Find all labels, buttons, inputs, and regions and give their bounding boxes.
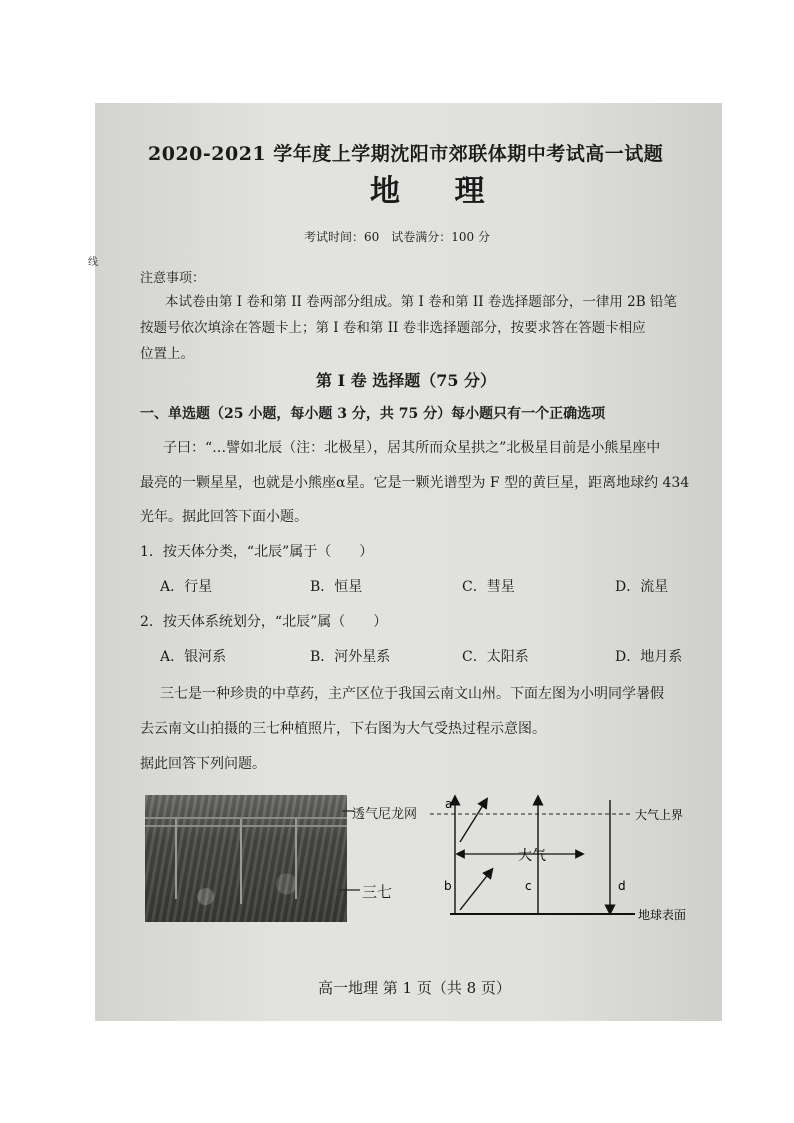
option-b: B．河外星系 — [310, 649, 391, 665]
notes-line: 按题号依次填涂在答题卡上；第 I 卷和第 II 卷非选择题部分，按要求答在答题卡相应 — [140, 320, 646, 336]
notes-line: 本试卷由第 I 卷和第 II 卷两部分组成。第 I 卷和第 II 卷选择题部分，一律用 2B 铅笔 — [165, 294, 677, 310]
support-post — [240, 819, 242, 904]
sanqi-photo — [145, 795, 347, 922]
support-post — [175, 819, 177, 899]
subject-title: 地 理 — [370, 174, 507, 209]
part-title: 第 I 卷 选择题（75 分） — [316, 371, 497, 390]
question-stem: 1．按天体分类，“北辰”属于（ ） — [140, 544, 374, 560]
passage-line: 光年。据此回答下面小题。 — [140, 509, 308, 525]
passage-line: 三七是一种珍贵的中草药，主产区位于我国云南文山州。下面左图为小明同学暑假 — [160, 686, 664, 702]
label-ground-surface: 地球表面 — [638, 908, 687, 922]
passage-line: 最亮的一颗星星，也就是小熊座α星。它是一颗光谱型为 F 型的黄巨星，距离地球约 434 — [140, 475, 690, 491]
letter-c: c — [525, 879, 532, 893]
question-stem: 2．按天体系统划分，“北辰”属（ ） — [140, 614, 388, 630]
notes-line: 位置上。 — [140, 346, 194, 362]
label-sanqi: 三七 — [362, 883, 393, 901]
arrow-b-line — [460, 872, 490, 910]
option-a: A．银河系 — [160, 649, 227, 665]
page-footer: 高一地理 第 1 页（共 8 页） — [318, 979, 511, 997]
passage-line: 去云南文山拍摄的三七种植照片，下右图为大气受热过程示意图。 — [140, 721, 546, 737]
passage-line: 据此回答下列问题。 — [140, 756, 266, 772]
label-nylon-net: 透气尼龙网 — [352, 807, 418, 822]
letter-b: b — [444, 879, 452, 893]
support-post — [295, 819, 297, 899]
atmosphere-heating-diagram — [430, 792, 710, 930]
option-d: D．流星 — [615, 579, 669, 595]
letter-a: a — [445, 797, 453, 811]
option-d: D．地月系 — [615, 649, 683, 665]
arrow-reflect-line — [460, 802, 485, 842]
option-c: C．彗星 — [462, 579, 515, 595]
exam-title: 2020-2021 学年度上学期沈阳市郊联体期中考试高一试题 — [148, 143, 664, 165]
notes-heading: 注意事项： — [140, 271, 206, 286]
label-atmosphere: 大气 — [518, 848, 546, 864]
letter-d: d — [618, 879, 626, 893]
option-a: A．行星 — [160, 579, 213, 595]
option-c: C．太阳系 — [462, 649, 529, 665]
label-top-of-atmosphere: 大气上界 — [635, 808, 684, 822]
passage-line: 子曰：“…譬如北辰（注：北极星），居其所而众星拱之”北极星目前是小熊星座中 — [163, 440, 661, 456]
section-heading: 一、单选题（25 小题，每小题 3 分，共 75 分）每小题只有一个正确选项 — [140, 406, 606, 422]
option-b: B．恒星 — [310, 579, 363, 595]
time-score-info: 考试时间：60 试卷满分：100 分 — [304, 230, 490, 244]
binding-margin-mark: 线 — [88, 257, 98, 268]
